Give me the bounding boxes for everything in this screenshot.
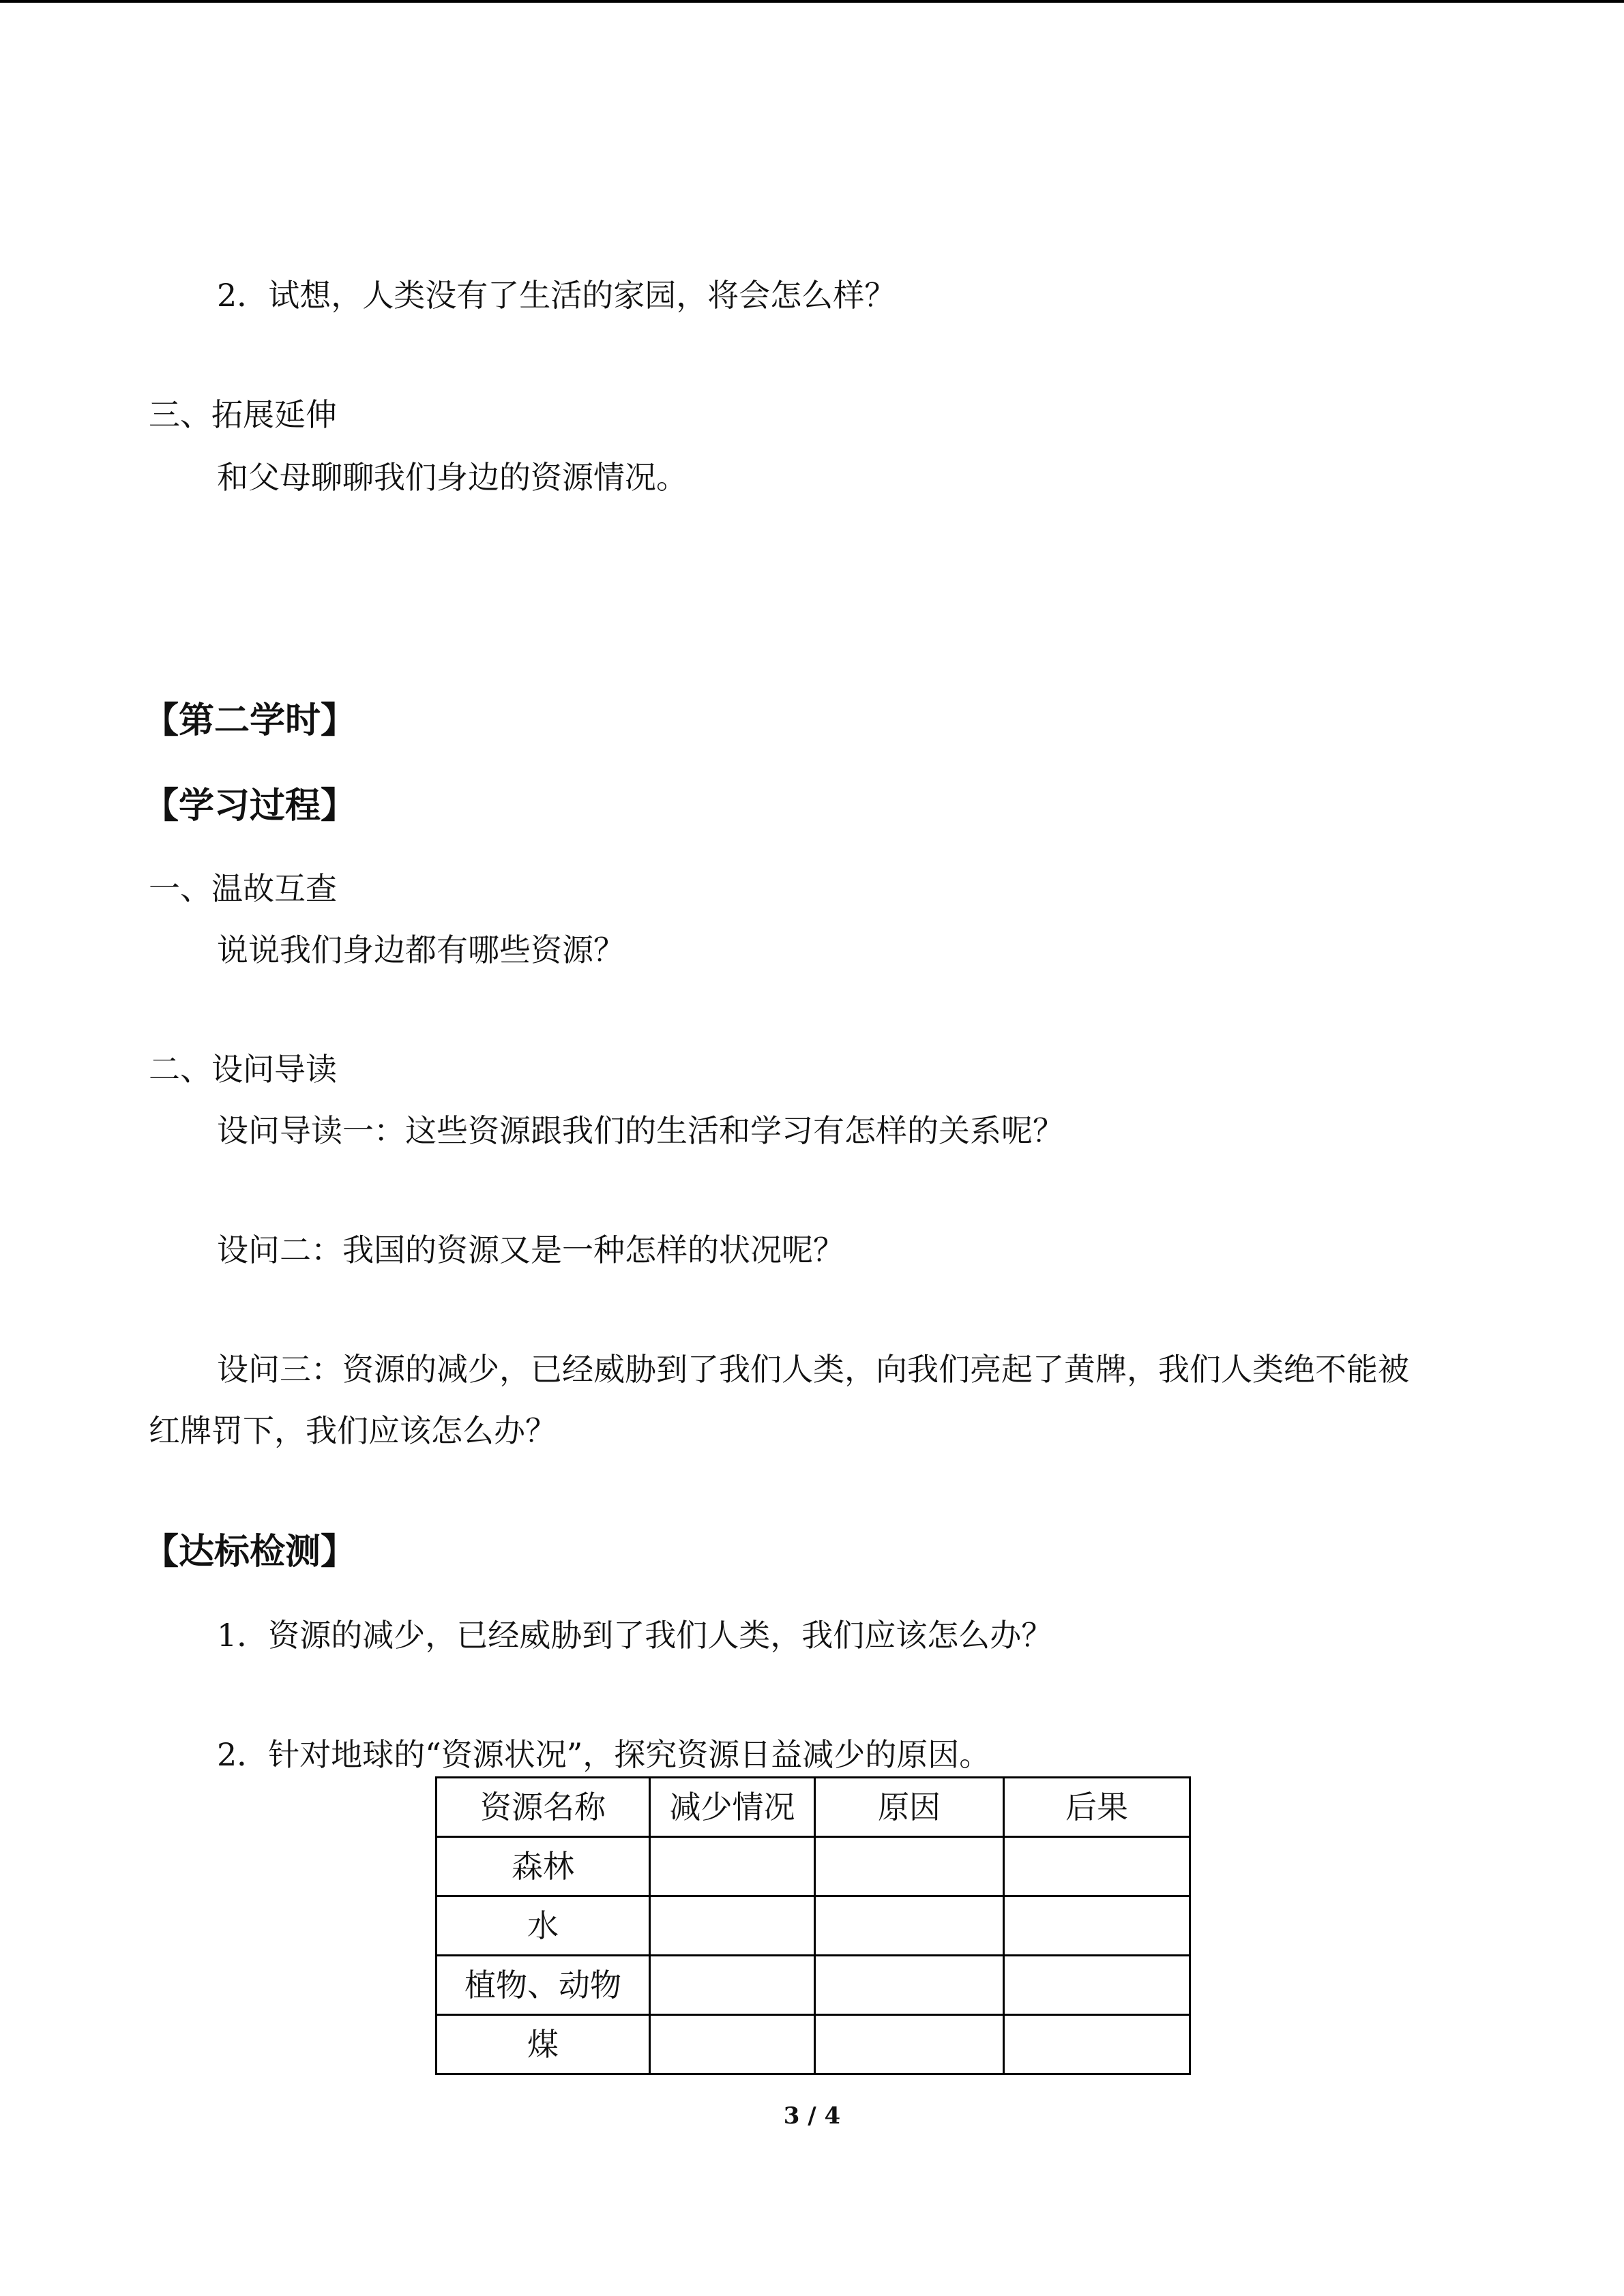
table-cell-resource: 植物、动物 — [437, 1956, 650, 2015]
table-cell-empty[interactable] — [815, 1956, 1004, 2015]
table-cell-resource: 煤 — [437, 2015, 650, 2074]
guided-question-3-line-1: 设问三：资源的减少，已经威胁到了我们人类，向我们亮起了黄牌，我们人类绝不能被 — [217, 1351, 1409, 1388]
table-row — [437, 2015, 1190, 2074]
guided-question-3-line-2: 红牌罚下，我们应该怎么办？ — [149, 1412, 557, 1449]
table-cell-empty[interactable] — [650, 1956, 815, 2015]
review-text: 说说我们身边都有哪些资源？ — [217, 931, 625, 968]
heading-learning-process: 【学习过程】 — [143, 786, 357, 826]
table-row — [437, 1896, 1190, 1956]
test-question-1: 1．资源的减少，已经威胁到了我们人类，我们应该怎么办？ — [217, 1617, 1053, 1654]
table-cell-empty[interactable] — [815, 1896, 1004, 1956]
table-cell-empty[interactable] — [650, 1837, 815, 1896]
test-question-2: 2．针对地球的“资源状况”，探究资源日益减少的原因。 — [217, 1736, 991, 1773]
table-cell-empty[interactable] — [815, 2015, 1004, 2074]
table-row — [437, 1956, 1190, 2015]
table-cell-empty[interactable] — [1004, 2015, 1190, 2074]
table-cell-resource: 森林 — [437, 1837, 650, 1896]
table-cell-resource: 水 — [437, 1896, 650, 1956]
table-header-cell: 减少情况 — [650, 1778, 815, 1837]
resource-table — [435, 1776, 1191, 2075]
question-2-line: 2．试想，人类没有了生活的家园，将会怎么样？ — [217, 277, 896, 314]
table-cell-empty[interactable] — [1004, 1837, 1190, 1896]
heading-assessment: 【达标检测】 — [143, 1532, 357, 1572]
section-3-title: 三、拓展延伸 — [149, 396, 337, 433]
guided-question-1: 设问导读一：这些资源跟我们的生活和学习有怎样的关系呢？ — [217, 1112, 1064, 1149]
table-header-cell: 原因 — [815, 1778, 1004, 1837]
table-header-cell: 资源名称 — [437, 1778, 650, 1837]
table-cell-empty[interactable] — [1004, 1956, 1190, 2015]
table-row — [437, 1837, 1190, 1896]
table-cell-empty[interactable] — [650, 1896, 815, 1956]
page-number: 3 / 4 — [783, 2102, 841, 2130]
guided-title: 二、设问导读 — [149, 1051, 337, 1088]
table-cell-empty[interactable] — [650, 2015, 815, 2074]
table-cell-empty[interactable] — [815, 1837, 1004, 1896]
table-cell-empty[interactable] — [1004, 1896, 1190, 1956]
table-header-row — [437, 1778, 1190, 1837]
heading-second-lesson: 【第二学时】 — [143, 700, 357, 741]
review-title: 一、温故互查 — [149, 870, 337, 907]
page-top-border — [0, 0, 1624, 3]
guided-question-2: 设问二：我国的资源又是一种怎样的状况呢？ — [217, 1232, 844, 1268]
table-header-cell: 后果 — [1004, 1778, 1190, 1837]
section-3-text: 和父母聊聊我们身边的资源情况。 — [217, 459, 688, 496]
